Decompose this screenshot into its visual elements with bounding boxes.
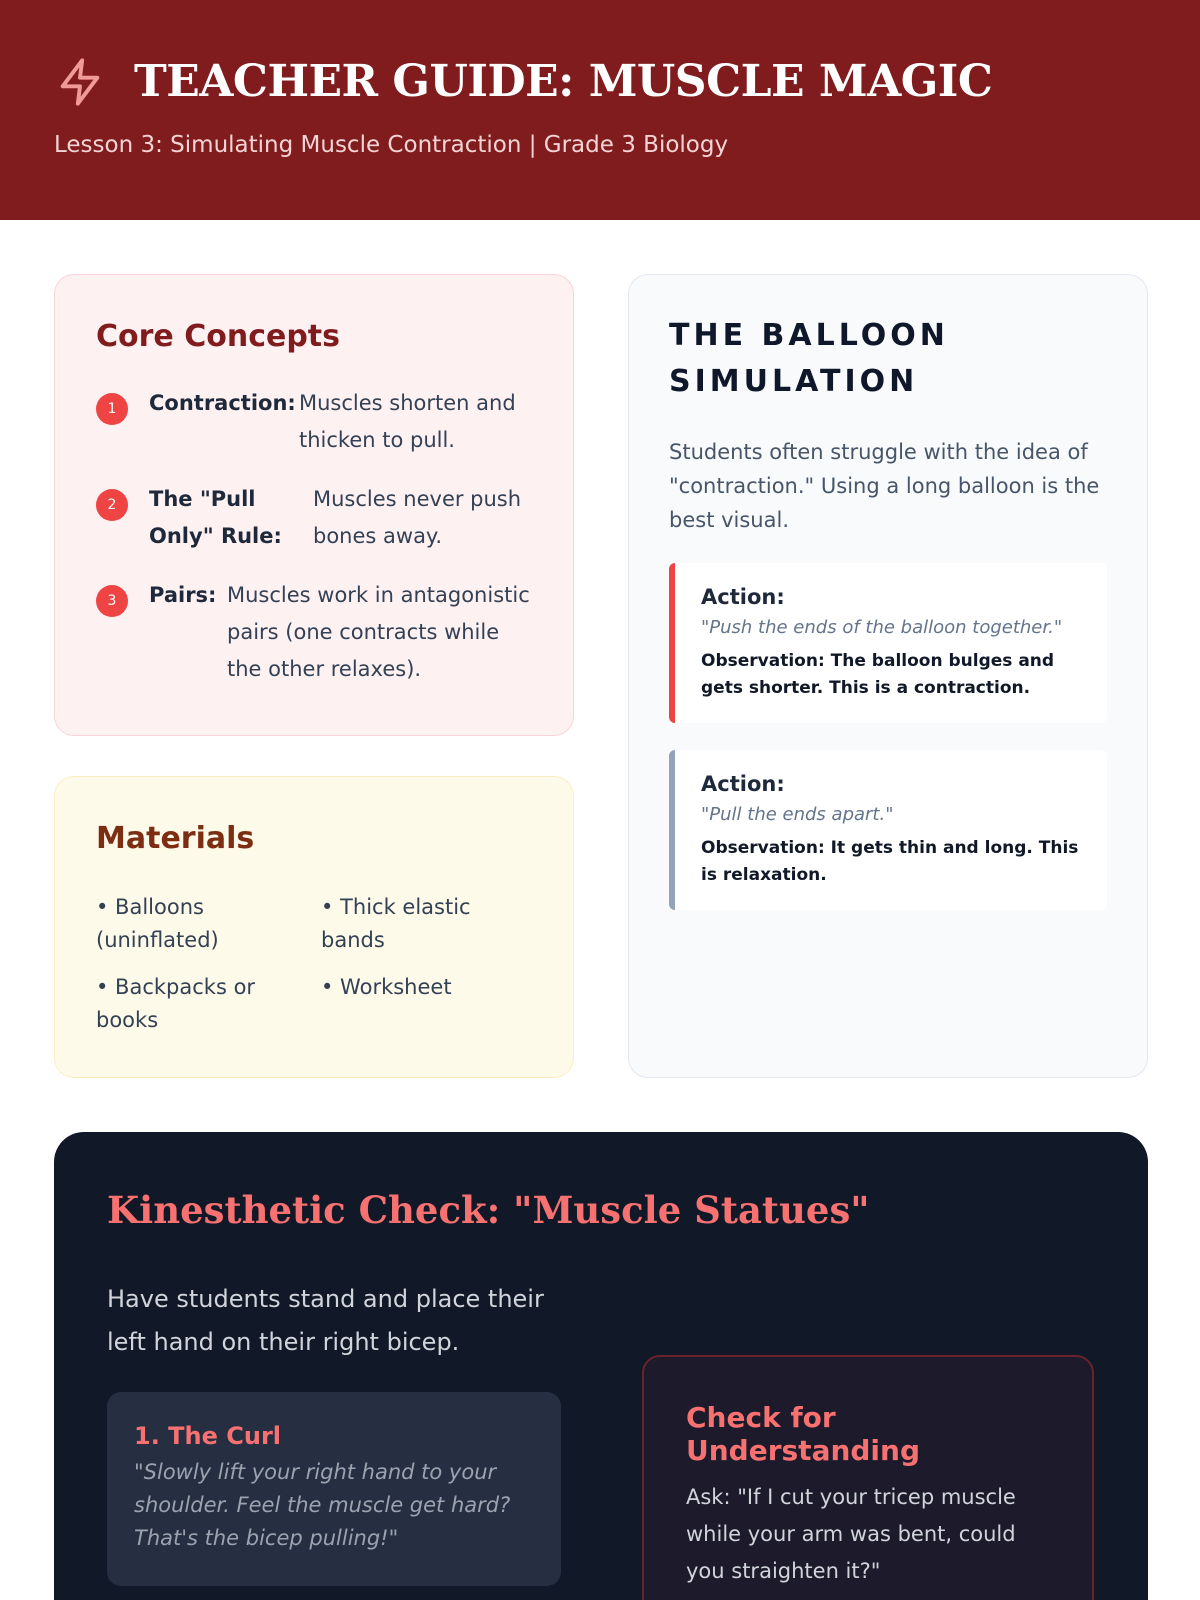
action-observation: Observation: It gets thin and long. This is relaxation. (701, 838, 1079, 885)
core-concepts-title: Core Concepts (96, 319, 340, 354)
concept-description: Muscles shorten and thicken to pull. (299, 391, 516, 452)
header-banner (0, 0, 1200, 220)
concept-description: Muscles work in antagonistic pairs (one contracts while the other relaxes). (227, 583, 530, 681)
action-box-push (669, 563, 1107, 723)
check-for-understanding-box (642, 1355, 1094, 1600)
materials-item: • Backpacks or books (96, 975, 256, 1032)
action-label: Action: (701, 772, 785, 796)
action-observation: Observation: The balloon bulges and gets shorter. This is a contraction. (701, 651, 1055, 698)
check-for-understanding-title: Check for Understanding (686, 1401, 921, 1467)
balloon-intro-text: Students often struggle with the idea of "contraction." Using a long balloon is the best visual. (669, 440, 1100, 532)
concept-item (96, 385, 527, 459)
page-subtitle: Lesson 3: Simulating Muscle Contraction | Grade 3 Biology (54, 132, 729, 158)
materials-card (54, 776, 574, 1078)
concept-item (96, 481, 527, 555)
action-quote: "Push the ends of the balloon together." (701, 617, 1063, 638)
balloon-simulation-title: THE BALLOON SIMULATION (669, 318, 949, 399)
kinesthetic-intro-text: Have students stand and place their left hand on their right bicep. (107, 1285, 544, 1356)
lightning-icon (54, 56, 106, 108)
curl-step-box (107, 1392, 561, 1586)
concept-item (96, 577, 531, 688)
check-for-understanding-text: Ask: "If I cut your tricep muscle while your arm was bent, could you straighten it?" (686, 1485, 1016, 1583)
action-box-pull (669, 750, 1107, 910)
concept-description: Muscles never push bones away. (313, 487, 522, 548)
materials-item: • Thick elastic bands (321, 895, 471, 952)
kinesthetic-check-card (54, 1132, 1148, 1600)
concept-term: Pairs: (149, 583, 217, 607)
kinesthetic-check-title: Kinesthetic Check: "Muscle Statues" (107, 1188, 870, 1232)
materials-title: Materials (96, 821, 255, 856)
materials-item: • Worksheet (321, 975, 452, 999)
curl-step-text: "Slowly lift your right hand to your shoulder. Feel the muscle get hard? That's the bicep pulling!" (134, 1460, 511, 1550)
page-title: TEACHER GUIDE: MUSCLE MAGIC (134, 56, 993, 107)
materials-item: • Balloons (uninflated) (96, 895, 219, 952)
action-quote: "Pull the ends apart." (701, 804, 894, 825)
concept-number-badge: 3 (96, 585, 128, 617)
concept-number-badge: 2 (96, 489, 128, 521)
curl-step-title: 1. The Curl (134, 1422, 282, 1450)
balloon-simulation-card (628, 274, 1148, 1078)
concept-term: Contraction: (149, 391, 296, 415)
concept-term: The "Pull Only" Rule: (149, 487, 282, 548)
core-concepts-card (54, 274, 574, 736)
action-label: Action: (701, 585, 785, 609)
concept-number-badge: 1 (96, 393, 128, 425)
